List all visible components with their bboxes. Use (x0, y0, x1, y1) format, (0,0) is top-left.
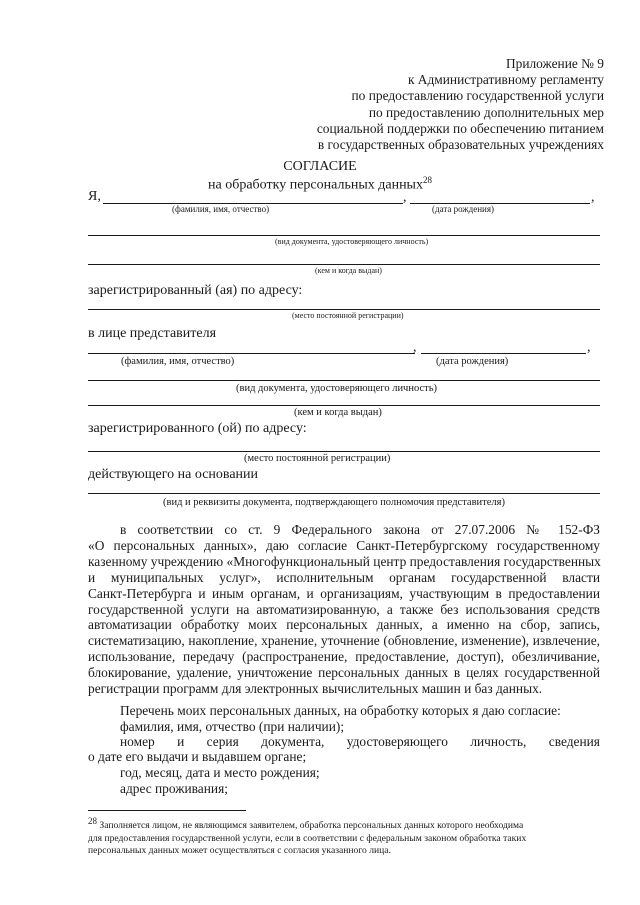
representative-label: в лице представителя (88, 326, 217, 341)
basis-label: действующего на основании (88, 467, 259, 482)
list-item: фамилия, имя, отчество (при наличии); (120, 719, 345, 734)
consent-line: «О персональных данных», даю согласие Санкт-Петербургскому государственному (88, 537, 600, 553)
list-item-continuation: о дате его выдачи и выдавшем органе; (88, 749, 307, 764)
caption-birth: (дата рождения) (436, 356, 509, 367)
caption-reg: (место постоянной регистрации) (244, 453, 391, 464)
list-intro: Перечень моих персональных данных, на обработку которых я даю согласие: (120, 703, 561, 718)
list-word: личность, (470, 734, 527, 749)
caption-birth: (дата рождения) (432, 204, 494, 214)
consent-line: государственной услуги на автоматизированную, а также без использования средств (88, 601, 600, 617)
subtitle-text: на обработку персональных данных (208, 177, 423, 193)
consent-line: блокирование, удаление, уничтожение персональных данных в целях государственной (88, 665, 600, 681)
footnote-divider (88, 810, 246, 811)
comma: , (403, 190, 407, 205)
footnote-text: Заполняется лицом, не являющимся заявителем, обработка персональных данных которого необходима (99, 820, 524, 832)
consent-line: в соответствии со ст. 9 Федерального закона от 27.07.2006 № 152-ФЗ (120, 522, 600, 537)
appendix-line: к Административному регламенту (407, 72, 604, 88)
rep-address-field[interactable] (88, 451, 600, 452)
consent-line: и муниципальных услуг», исполнительным органам государственной власти (88, 569, 600, 585)
rep-doc-field[interactable] (88, 380, 600, 381)
document-title: СОГЛАСИЕ (283, 159, 357, 174)
list-item: адрес проживания; (120, 781, 228, 796)
footnote-line: для предоставления государственной услуги, если в соответствии с федеральным законом обработка таких (88, 832, 527, 844)
caption-name: (фамилия, имя, отчество) (121, 356, 235, 367)
appendix-line: по предоставлению государственной услуги (351, 88, 604, 104)
caption-doc: (вид документа, удостоверяющего личность) (275, 237, 429, 246)
comma: , (591, 190, 595, 205)
consent-paragraph (88, 522, 600, 697)
list-item: год, месяц, дата и место рождения; (120, 765, 320, 780)
rep-birth-field[interactable] (421, 353, 586, 354)
list-word: и (177, 734, 185, 749)
footnote (88, 815, 600, 858)
appendix-line: Приложение № 9 (505, 56, 604, 71)
list-word: документа, (261, 734, 325, 749)
list-item (120, 734, 600, 750)
caption-issued: (кем и когда выдан) (294, 407, 382, 418)
footnote-line: персональных данных может осуществляться с согласия указанного лица. (88, 845, 391, 857)
appendix-line: в государственных образовательных учреждениях (317, 137, 604, 153)
comma: , (413, 340, 417, 355)
caption-doc: (вид документа, удостоверяющего личность) (236, 383, 438, 394)
rep-name-field[interactable] (88, 353, 415, 354)
list-word: серия (206, 734, 239, 749)
caption-issued: (кем и когда выдан) (315, 266, 382, 275)
footnote-ref: 28 (422, 175, 432, 185)
list-word: номер (120, 734, 155, 749)
footnote-ref: 28 (88, 816, 97, 826)
list-word: удостоверяющего (346, 734, 448, 749)
appendix-header (317, 56, 604, 153)
list-word: сведения (548, 734, 600, 749)
footnote-line (88, 815, 600, 833)
basis-field[interactable] (88, 493, 600, 494)
applicant-issued-field[interactable] (88, 264, 600, 265)
applicant-doc-field[interactable] (88, 235, 600, 236)
applicant-address-field[interactable] (88, 309, 600, 310)
consent-line: регистрации программ для электронных вычислительных машин и баз данных. (88, 681, 543, 697)
consent-line: автоматизации обработку моих персональных данных, а именно на сбор, запись, (88, 617, 600, 633)
appendix-line: по предоставлению дополнительных мер (368, 104, 604, 120)
appendix-line: социальной поддержки по обеспечению питанием (316, 120, 604, 136)
consent-line: казенному учреждению «Многофункциональный центр предоставления государственных (88, 553, 601, 569)
caption-reg: (место постоянной регистрации) (292, 311, 404, 320)
comma: , (587, 340, 591, 355)
consent-line: использование, передачу (распространение, предоставление, доступ), обезличивание, (88, 649, 600, 665)
consent-line: систематизацию, накопление, хранение, уточнение (обновление, изменение), извлечение, (88, 633, 600, 649)
consent-line: Санкт-Петербурга и иным органам, и организациям, участвующим в предоставлении (88, 585, 600, 601)
applicant-prefix: Я, (88, 189, 101, 204)
caption-name: (фамилия, имя, отчество) (172, 204, 270, 214)
applicant-registered-label: зарегистрированный (ая) по адресу: (88, 283, 303, 298)
caption-basis: (вид и реквизиты документа, подтверждающего полномочия представителя) (163, 497, 505, 508)
rep-registered-label: зарегистрированного (ой) по адресу: (88, 421, 307, 436)
rep-issued-field[interactable] (88, 405, 600, 406)
